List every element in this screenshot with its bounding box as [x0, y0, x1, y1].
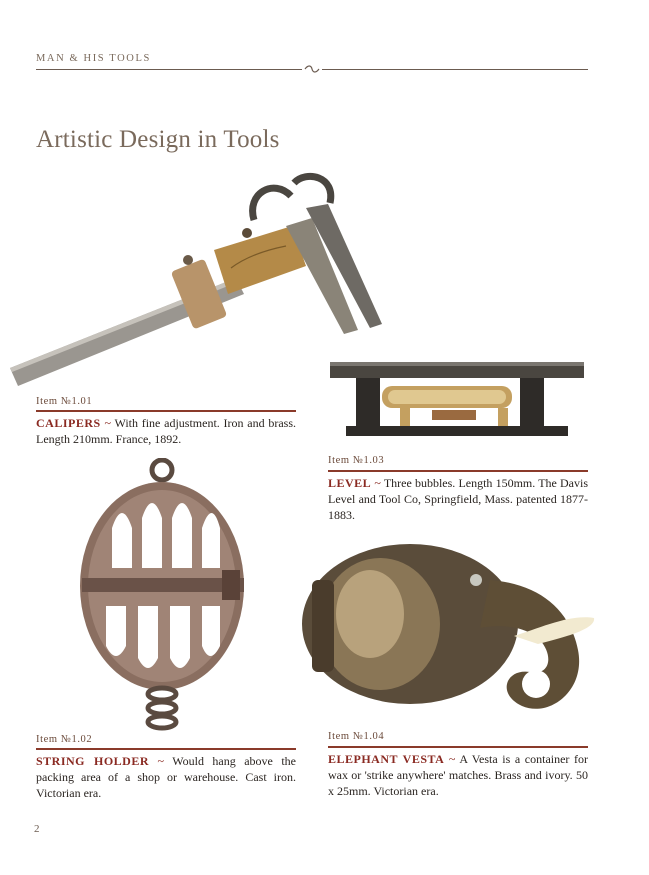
caption-separator: ~ — [448, 752, 456, 766]
string-holder-photo — [76, 458, 250, 736]
ornament-icon — [302, 64, 322, 74]
item-name-level: LEVEL — [328, 476, 372, 490]
item-name-string-holder: STRING HOLDER — [36, 754, 149, 768]
caption-separator: ~ — [374, 476, 381, 490]
level-photo — [330, 360, 584, 440]
item-number-1-01: Item №1.01 — [36, 396, 93, 407]
caption-string-holder — [36, 753, 296, 801]
page-number: 2 — [34, 823, 40, 835]
item-name-elephant-vesta: ELEPHANT VESTA — [328, 752, 445, 766]
item-rule-1-03 — [328, 470, 588, 472]
caption-level — [328, 475, 588, 523]
item-name-calipers: CALIPERS — [36, 416, 101, 430]
item-number-1-04: Item №1.04 — [328, 731, 385, 742]
item-description-elephant-vesta: A Vesta is a container for wax or 'strike anywhere' matches. Brass and ivory. 50 x 25mm. Victorian era. — [328, 752, 589, 798]
item-description-string-holder: Would hang above the packing area of a shop or warehouse. Cast iron. Victorian era. — [36, 754, 297, 800]
caption-calipers — [36, 415, 296, 447]
item-description-level: Three bubbles. Length 150mm. The Davis Level and Tool Co, Springfield, Mass. patented 1877-1883. — [328, 476, 589, 522]
item-number-1-03: Item №1.03 — [328, 455, 385, 466]
caption-separator: ~ — [104, 416, 111, 430]
page-title: Artistic Design in Tools — [36, 126, 280, 153]
item-rule-1-02 — [36, 748, 296, 750]
item-rule-1-04 — [328, 746, 588, 748]
caption-elephant-vesta — [328, 751, 588, 799]
item-description-calipers: With fine adjustment. Iron and brass. Length 210mm. France, 1892. — [36, 416, 296, 446]
item-number-1-02: Item №1.02 — [36, 734, 93, 745]
caption-separator: ~ — [157, 754, 164, 768]
elephant-vesta-photo — [300, 540, 600, 722]
running-header: MAN & HIS TOOLS — [36, 53, 151, 64]
item-rule-1-01 — [36, 410, 296, 412]
calipers-photo — [6, 168, 386, 390]
